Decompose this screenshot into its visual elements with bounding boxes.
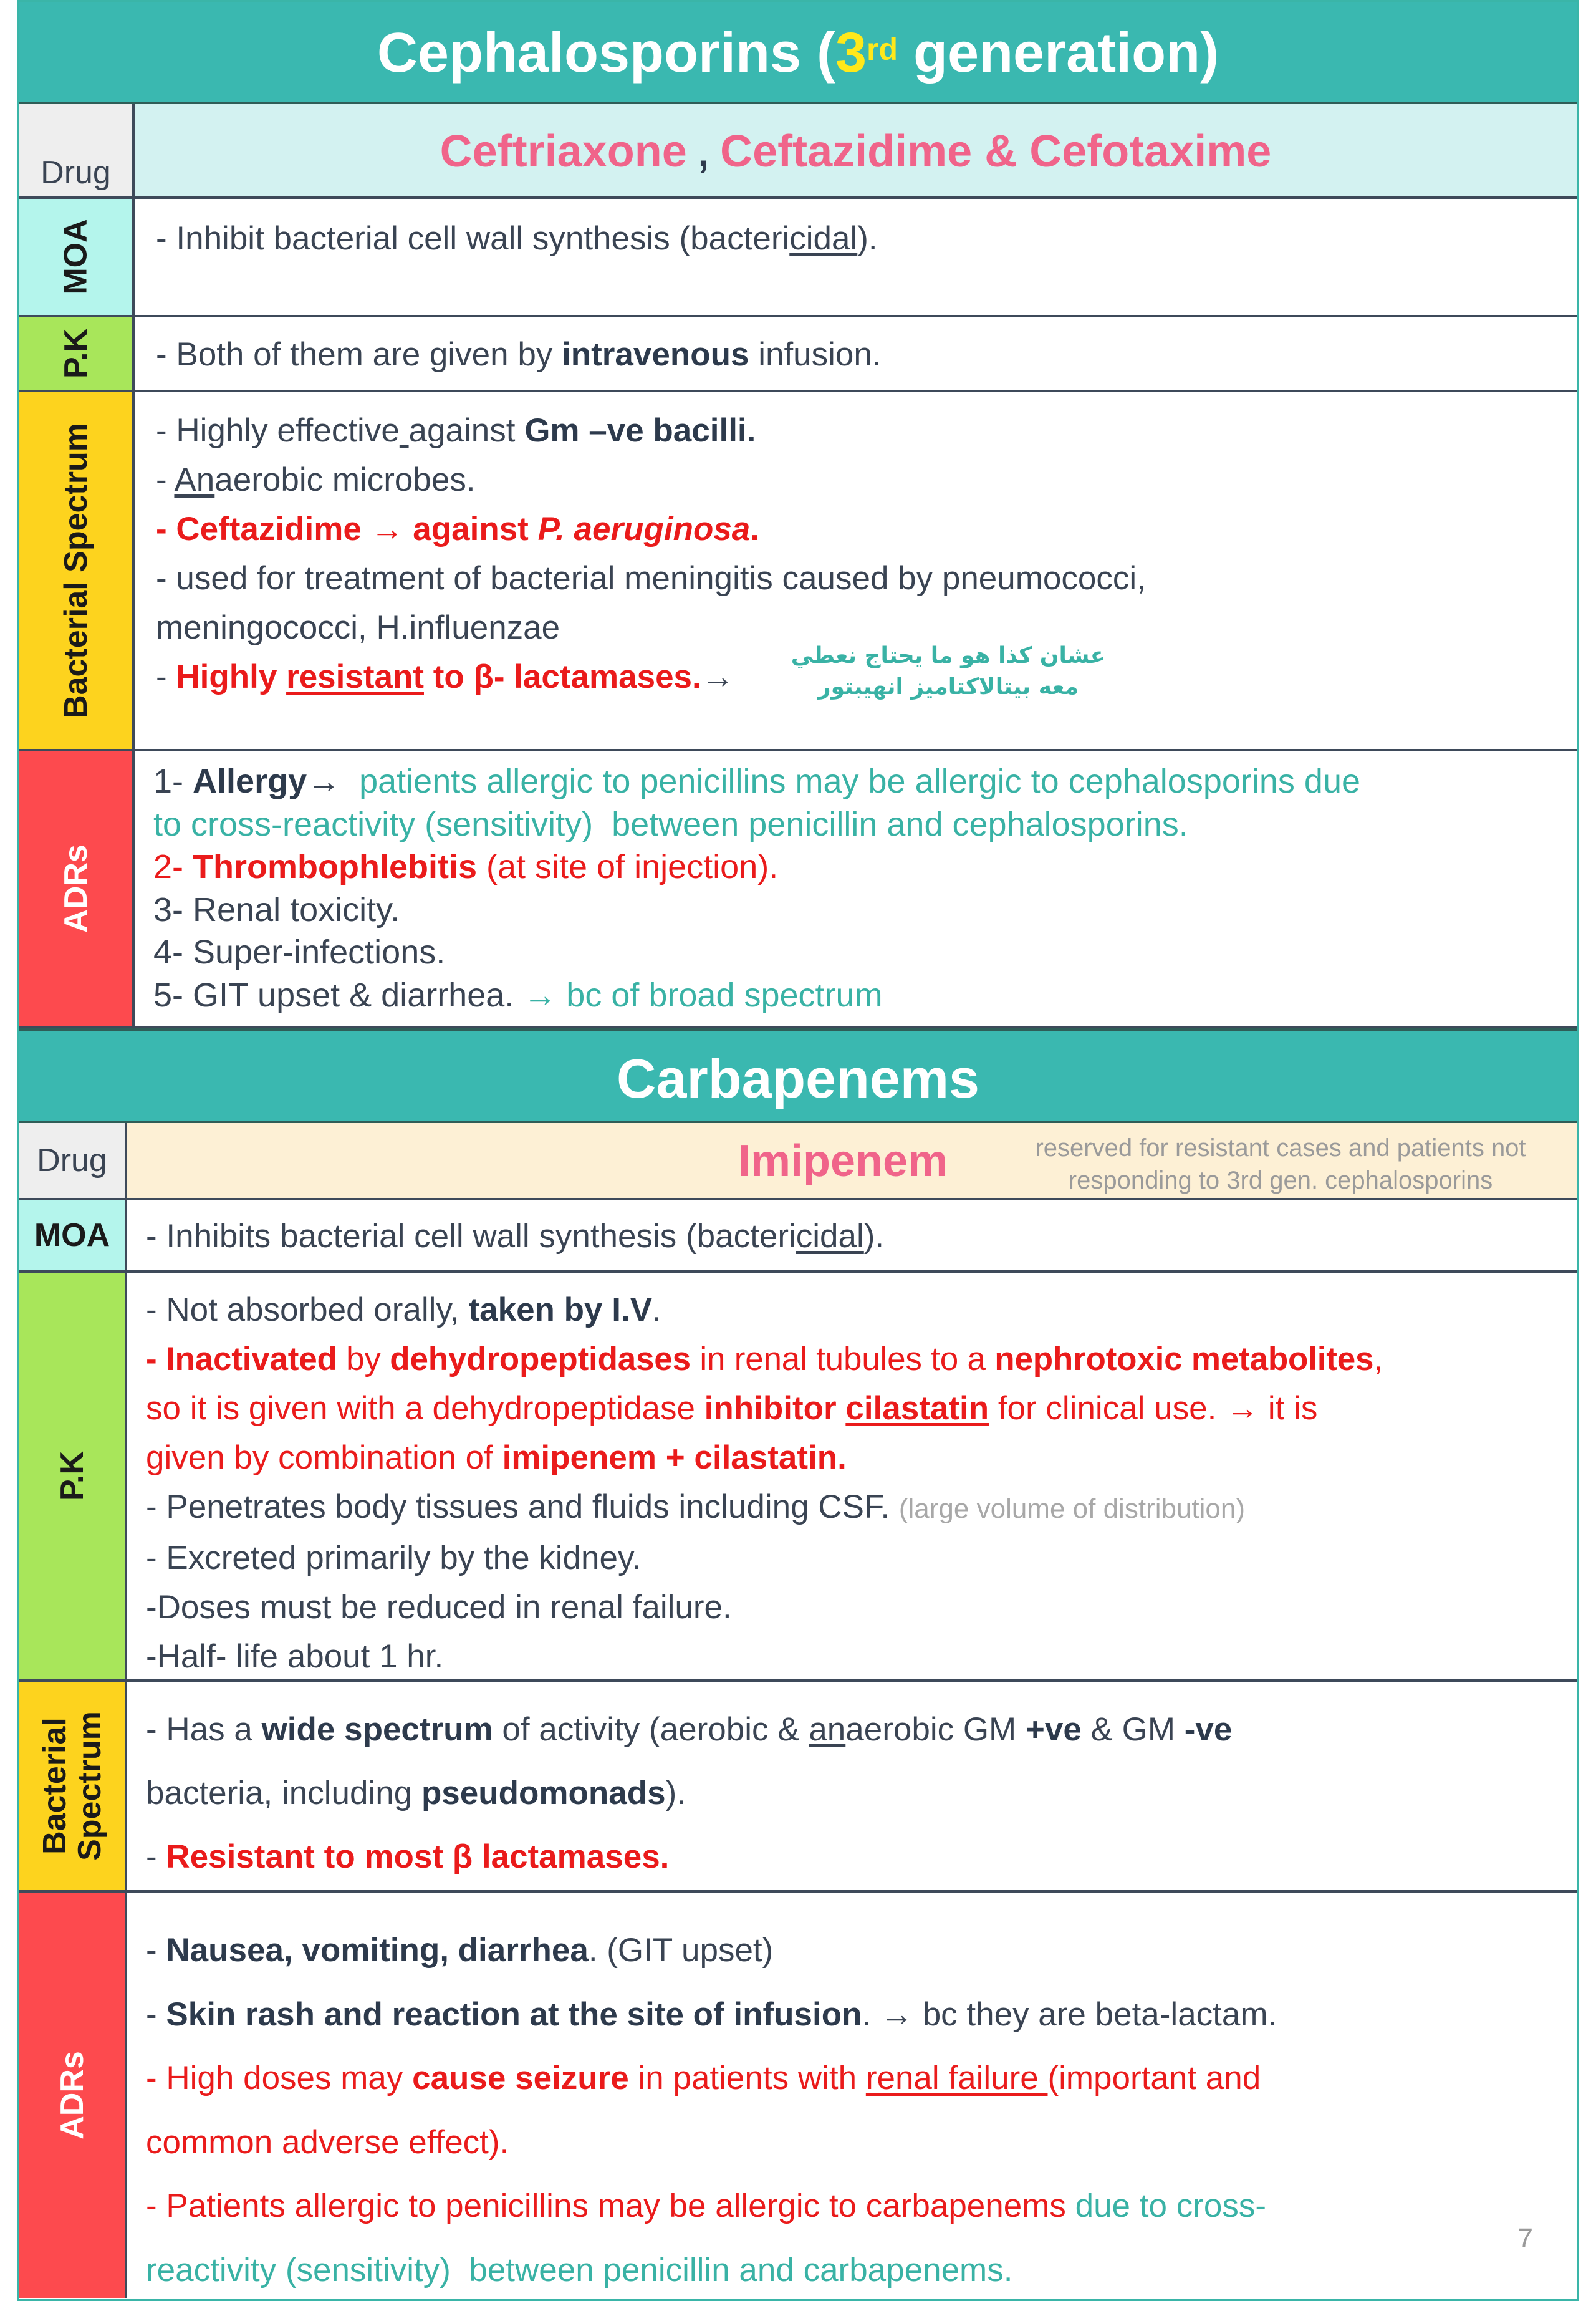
carb-adrs-content [127, 1893, 1577, 2298]
cephalosporins-title-sup: rd [867, 32, 898, 67]
ceph-spectrum-line-1: - Highly effective against Gm –ve bacilli. [156, 412, 756, 449]
page-number: 7 [1517, 2223, 1533, 2254]
carb-pk-label-cell [19, 1273, 127, 1679]
carb-pk-line-2: - Inactivated by dehydropeptidases in renal tubules to a nephrotoxic metabolites, [146, 1341, 1383, 1377]
ceph-drug-label: Drug [41, 155, 111, 191]
ceph-drug-sep: , [686, 130, 721, 175]
ceph-spectrum-row [19, 392, 1577, 751]
carb-spectrum-line-1: - Has a wide spectrum of activity (aerobic & anaerobic GM +ve & GM -ve [146, 1711, 1233, 1748]
carb-moa-text-1: - Inhibits bacterial cell wall synthesis (bacteri [146, 1218, 796, 1255]
ceph-moa-text-1: - Inhibit bacterial cell wall synthesis (bacteri [156, 220, 790, 257]
cephalosporins-header [19, 2, 1577, 104]
ceph-spectrum-label: Bacterial Spectrum [57, 423, 94, 718]
ceph-spectrum-line-5: meningococci, H.influenzae [156, 609, 560, 646]
carb-adrs-row [19, 1893, 1577, 2298]
carb-adr-line-5: - Patients allergic to penicillins may be allergic to carbapenems due to cross- [146, 2188, 1266, 2224]
ceph-drug-2: Ceftazidime & Cefotaxime [720, 127, 1272, 176]
ceph-pk-label-cell [19, 317, 135, 390]
ceph-spectrum-line-2: - Anaerobic microbes. [156, 461, 476, 498]
ceph-spectrum-line-4: - used for treatment of bacterial meningitis caused by pneumococci, [156, 560, 1146, 597]
ceph-drug-1: Ceftriaxone [440, 127, 687, 176]
carb-pk-line-1: - Not absorbed orally, taken by I.V. [146, 1291, 661, 1328]
ceph-pk-bold: intravenous [562, 336, 749, 373]
carb-adr-line-4: common adverse effect). [146, 2123, 509, 2161]
ceph-moa-text-underlined: cidal [789, 220, 858, 257]
carb-drug-content [127, 1123, 1577, 1198]
carb-adrs-label: ADRs [54, 2051, 90, 2140]
carb-spectrum-line-2: bacteria, including pseudomonads). [146, 1775, 686, 1812]
carb-pk-label: P.K [54, 1451, 90, 1501]
carbapenems-title: Carbapenems [616, 1048, 979, 1109]
ceph-adrs-label-cell [19, 751, 135, 1026]
carb-pk-line-4: given by combination of imipenem + cilastatin. [146, 1439, 847, 1476]
ceph-pk-content [135, 317, 1577, 390]
cephalosporins-title-num: 3 [835, 22, 867, 84]
carb-adrs-label-cell [19, 1893, 127, 2298]
carb-drug-row [19, 1123, 1577, 1200]
ceph-drug-names [135, 104, 1577, 196]
ceph-moa-label: MOA [57, 219, 94, 295]
carb-drug-note-line-1: reserved for resistant cases and patients not [1035, 1134, 1526, 1162]
ceph-adr-line-1: 1- Allergy→ patients allergic to penicillins may be allergic to cephalosporins due [153, 763, 1361, 800]
cephalosporins-title-post: generation) [898, 22, 1219, 84]
carb-moa-text-2: ). [863, 1218, 885, 1255]
ceph-drug-label-cell [19, 104, 135, 196]
carb-pk-content [127, 1273, 1577, 1679]
carb-drug-label-cell [19, 1123, 127, 1198]
carb-moa-content [127, 1200, 1577, 1270]
ceph-adr-line-5: 4- Super-infections. [153, 933, 446, 971]
carb-pk-line-5: - Penetrates body tissues and fluids including CSF. (large volume of distribution) [146, 1488, 1246, 1525]
ceph-adr-line-4: 3- Renal toxicity. [153, 890, 400, 929]
carb-spectrum-line-3: - Resistant to most β lactamases. [146, 1838, 670, 1875]
ceph-spectrum-line-3: - Ceftazidime → against P. aeruginosa. [156, 511, 760, 548]
carb-drug-label: Drug [37, 1142, 107, 1179]
ceph-spectrum-label-cell [19, 392, 135, 749]
carb-moa-label: MOA [34, 1217, 110, 1253]
ceph-adr-line-3: 2- Thrombophlebitis (at site of injection). [153, 848, 779, 885]
ceph-pk-label: P.K [57, 329, 94, 379]
carb-moa-text-underlined: cidal [796, 1218, 864, 1255]
arabic-annotation-line-1: عشان كذا هو ما يحتاج نعطي [791, 643, 1106, 668]
carb-moa-row [19, 1200, 1577, 1273]
carb-spectrum-label-line-1: Bacterial [36, 1717, 73, 1855]
ceph-pk-text-2: infusion. [749, 336, 882, 373]
ceph-moa-text-2: ). [857, 220, 878, 257]
document-page [17, 0, 1579, 2301]
ceph-adr-line-6: 5- GIT upset & diarrhea. → bc of broad spectrum [153, 976, 883, 1014]
carb-spectrum-label [37, 1711, 107, 1861]
carb-pk-line-6: - Excreted primarily by the kidney. [146, 1540, 642, 1576]
carb-spectrum-label-line-2: Spectrum [71, 1711, 108, 1861]
carb-pk-line-8: -Half- life about 1 hr. [146, 1638, 444, 1675]
arabic-annotation-line-2: معه بيتالاكتاميز انهيبتور [817, 674, 1079, 700]
ceph-adrs-label: ADRs [57, 844, 94, 933]
ceph-moa-row [19, 199, 1577, 317]
carb-adr-line-6: reactivity (sensitivity) between penicillin and carbapenems. [146, 2251, 1013, 2289]
carb-pk-line-3: so it is given with a dehydropeptidase inhibitor cilastatin for clinical use. → it is [146, 1390, 1318, 1427]
ceph-adr-line-2: to cross-reactivity (sensitivity) between penicillin and cephalosporins. [153, 805, 1188, 843]
carbapenems-header [19, 1028, 1577, 1123]
carb-drug-name: Imipenem [738, 1136, 948, 1186]
carb-pk-line-7: -Doses must be reduced in renal failure. [146, 1589, 732, 1626]
carb-drug-note [1006, 1132, 1555, 1197]
carb-adr-line-1: - Nausea, vomiting, diarrhea. (GIT upset) [146, 1932, 774, 1969]
carb-spectrum-row [19, 1682, 1577, 1893]
ceph-adrs-row [19, 751, 1577, 1028]
ceph-pk-text-1: - Both of them are given by [156, 336, 562, 373]
ceph-moa-label-cell [19, 199, 135, 315]
ceph-moa-content [135, 199, 1577, 315]
carb-moa-label-cell [19, 1200, 127, 1270]
ceph-pk-row [19, 317, 1577, 392]
carb-pk-row [19, 1273, 1577, 1682]
carb-drug-note-line-2: responding to 3rd gen. cephalosporins [1068, 1167, 1493, 1194]
ceph-spectrum-line-6: - Highly resistant to β- lactamases.→ [156, 659, 734, 695]
carb-adr-line-2: - Skin rash and reaction at the site of infusion. → bc they are beta-lactam. [146, 1995, 1277, 2033]
ceph-adrs-content [135, 751, 1577, 1026]
ceph-drug-row [19, 104, 1577, 199]
arabic-annotation [786, 640, 1110, 703]
carb-spectrum-label-cell [19, 1682, 127, 1890]
carb-adr-line-3: - High doses may cause seizure in patients with renal failure (important and [146, 2060, 1261, 2096]
carb-spectrum-content [127, 1682, 1577, 1890]
cephalosporins-title-pre: Cephalosporins ( [377, 22, 835, 84]
